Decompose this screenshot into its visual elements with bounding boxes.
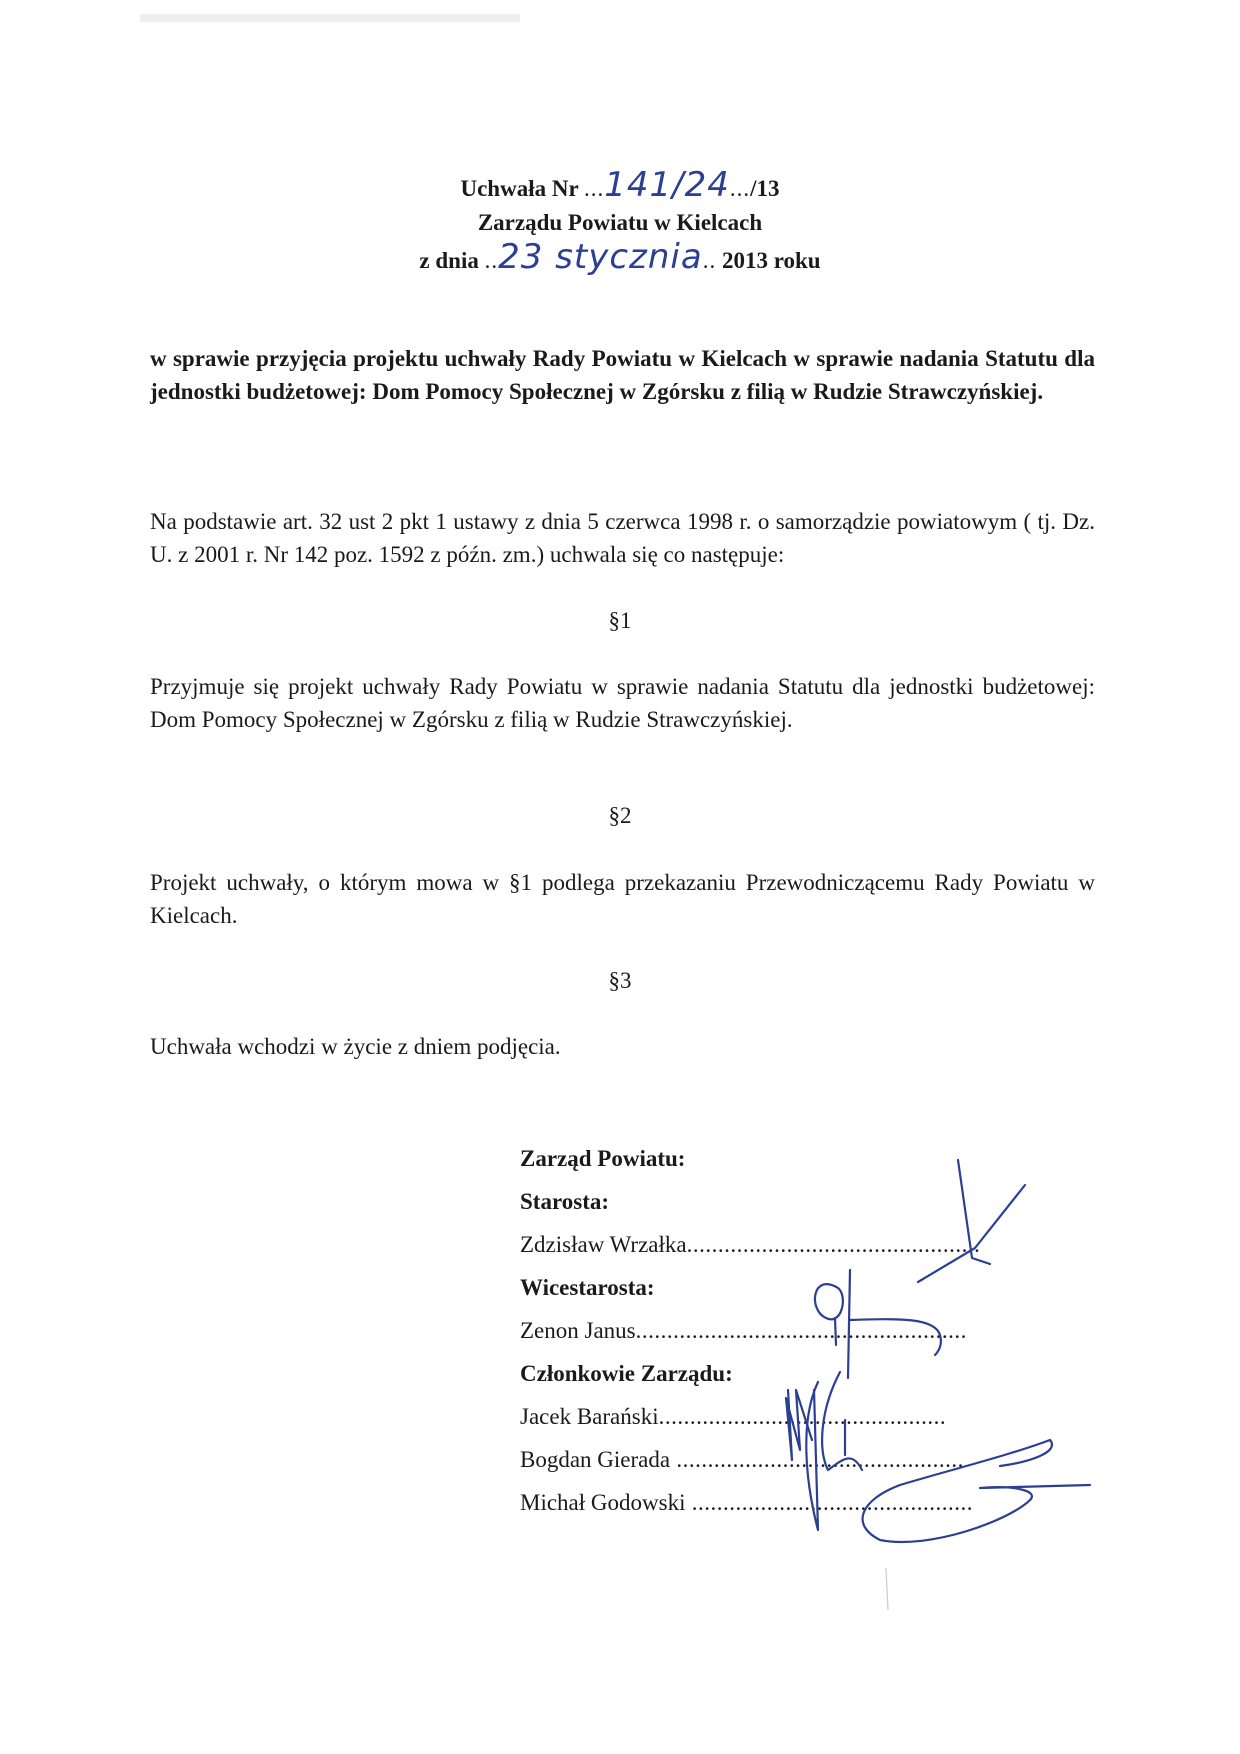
section-2-text: Projekt uchwały, o którym mowa w §1 podlega przekazaniu Przewodniczącemu Rady Powiatu w Kielcach. bbox=[150, 870, 1095, 928]
member-name: Bogdan Gierada bbox=[520, 1447, 671, 1472]
starosta-name: Zdzisław Wrzałka bbox=[520, 1232, 687, 1257]
scan-artifact bbox=[140, 14, 520, 22]
vice-title: Wicestarosta: bbox=[520, 1275, 655, 1300]
section-3-heading: §3 bbox=[608, 968, 632, 993]
scan-artifact bbox=[886, 1568, 888, 1610]
section-1-text: Przyjmuje się projekt uchwały Rady Powiatu w sprawie nadania Statutu dla jednostki budżetowej: Dom Pomocy Społecznej w Zgórsku z filią w Rudzie Strawczyńskiej. bbox=[150, 674, 1095, 732]
resolution-date-line: z dnia ..23 stycznia.. 2013 roku bbox=[419, 237, 821, 277]
section-2-heading: §2 bbox=[608, 803, 632, 828]
section-1-heading: §1 bbox=[608, 608, 632, 633]
resolution-number-handwritten: 141/24 bbox=[604, 165, 730, 205]
legal-basis: Na podstawie art. 32 ust 2 pkt 1 ustawy z dnia 5 czerwca 1998 r. o samorządzie powiatowym ( tj. Dz. U. z 2001 r. Nr 142 poz. 1592 z późn. zm.) uchwala się co następuje: bbox=[150, 509, 1095, 567]
member-name: Jacek Barański bbox=[520, 1404, 659, 1429]
signature-block bbox=[520, 1137, 1040, 1524]
resolution-header bbox=[0, 165, 1240, 278]
member-signature-line: Michał Godowski ............................................. bbox=[520, 1490, 973, 1515]
date-prefix: z dnia bbox=[419, 248, 485, 273]
members-title: Członkowie Zarządu: bbox=[520, 1361, 733, 1386]
resolution-subject: w sprawie przyjęcia projektu uchwały Rady Powiatu w Kielcach w sprawie nadania Statutu dla jednostki budżetowej: Dom Pomocy Społecznej w Zgórsku z filią w Rudzie Strawczyńskiej. bbox=[150, 346, 1095, 404]
vice-signature-line: Zenon Janus..................................................... bbox=[520, 1318, 967, 1343]
resolution-issuer: Zarządu Powiatu w Kielcach bbox=[477, 210, 763, 235]
date-suffix: 2013 roku bbox=[716, 248, 821, 273]
member-name: Michał Godowski bbox=[520, 1490, 686, 1515]
member-signature-line: Jacek Barański.............................................. bbox=[520, 1404, 947, 1429]
starosta-title: Starosta: bbox=[520, 1189, 610, 1214]
resolution-prefix: Uchwała Nr bbox=[460, 176, 584, 201]
section-3-text: Uchwała wchodzi w życie z dniem podjęcia. bbox=[150, 1034, 561, 1059]
date-handwritten: 23 stycznia bbox=[498, 237, 703, 277]
starosta-signature-line: Zdzisław Wrzałka............................................... bbox=[520, 1232, 981, 1257]
board-title: Zarząd Powiatu: bbox=[520, 1146, 686, 1171]
vice-name: Zenon Janus bbox=[520, 1318, 636, 1343]
member-signature-line: Bogdan Gierada .............................................. bbox=[520, 1447, 964, 1472]
resolution-suffix: /13 bbox=[750, 176, 780, 201]
resolution-number-line: Uchwała Nr ...141/24.../13 bbox=[460, 165, 780, 205]
